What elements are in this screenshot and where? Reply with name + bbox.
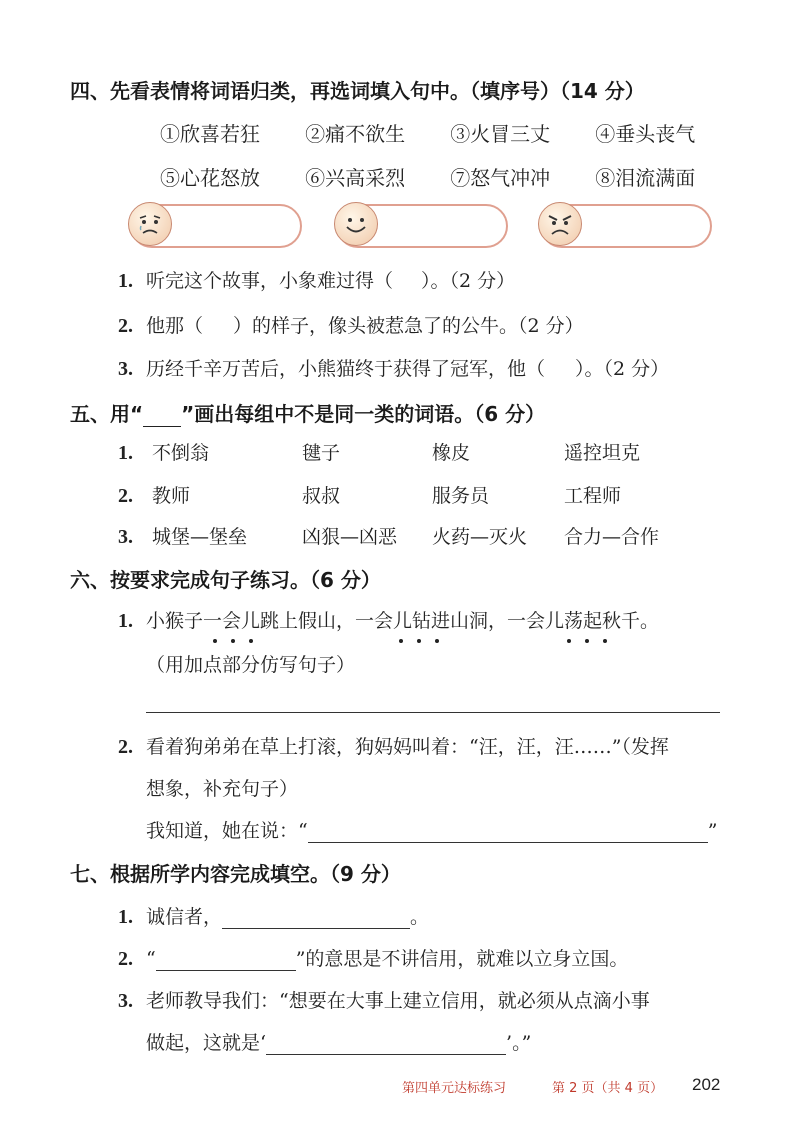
answer-blank[interactable] [203,320,233,338]
section4-question-1 [118,266,515,293]
option: ⑧泪流满面 [595,166,696,190]
section7-question-1 [118,902,429,929]
word[interactable]: 毽子 [302,442,341,464]
emphasis-dots [560,628,614,647]
question-text: 历经千辛万苦后，小熊猫终于获得了冠军，他（ [146,358,546,380]
section6-question-2-line2: 想象，补充句子） [146,778,299,800]
row-number: 1. [118,442,133,464]
question-number: 3. [118,358,133,380]
heading-text: ”画出每组中不是同一类的词语。（6 分） [181,402,546,426]
section7-question-3-line2 [146,1028,531,1055]
question-number: 2. [118,736,133,758]
section4-options-row1 [160,118,735,147]
answer-blank[interactable] [393,275,421,293]
word[interactable]: 橡皮 [432,442,471,464]
underline-sample [143,408,181,427]
page-number: 202 [692,1075,721,1094]
word[interactable]: 服务员 [432,485,490,507]
question-text: ”的意思是不讲信用，就难以立身立国。 [295,948,629,970]
option: ②痛不欲生 [305,122,406,146]
angry-face-icon [538,202,582,246]
answer-blank[interactable] [156,952,296,971]
question-number: 2. [118,948,133,970]
footer-page: 第 2 页（共 4 页） [552,1081,664,1096]
question-text: ）。（2 分） [575,358,670,380]
question-text: “ [146,948,156,970]
word[interactable]: 工程师 [564,485,622,507]
footer-unit: 第四单元达标练习 [402,1081,507,1096]
answer-blank[interactable] [222,910,410,929]
question-text: 小猴子一会儿跳上假山，一会儿钻进山洞，一会儿荡起秋千。 [146,610,660,632]
section7-heading: 七、根据所学内容完成填空。（9 分） [70,862,401,886]
section4-options-row2 [160,162,735,191]
sad-face-icon [128,202,172,246]
word[interactable]: 火药—灭火 [432,526,528,548]
word[interactable]: 城堡—堡垒 [152,526,248,548]
word[interactable]: 叔叔 [302,485,341,507]
question-text: 看着狗弟弟在草上打滚，狗妈妈叫着：“汪，汪，汪……”（发挥 [146,736,669,758]
emphasis-dots [392,628,446,647]
section5-row-1 [118,438,640,465]
answer-blank[interactable] [266,1036,506,1055]
option: ⑤心花怒放 [160,166,260,190]
question-number: 3. [118,990,133,1012]
question-text: 做起，这就是‘ [146,1032,267,1054]
section4-heading: 四、先看表情将词语归类，再选词填入句中。（填序号）（14 分） [70,79,645,103]
section6-heading: 六、按要求完成句子练习。（6 分） [70,568,381,592]
question-text: 诚信者， [146,906,223,928]
question-number: 1. [118,610,133,632]
prompt-text: 我知道，她在说：“ [146,820,308,842]
word[interactable]: 教师 [152,485,191,507]
row-number: 3. [118,526,133,548]
section6-question-2 [118,732,669,759]
section4-question-3 [118,354,669,381]
option: ①欣喜若狂 [160,122,260,146]
question-text: ）的样子，像头被惹急了的公牛。（2 分） [233,315,584,337]
answer-blank[interactable] [308,824,708,843]
heading-text: 五、用“ [70,402,144,426]
answer-blank[interactable] [545,363,575,381]
word[interactable]: 合力—合作 [564,526,660,548]
row-number: 2. [118,485,133,507]
question-text: 他那（ [146,315,204,337]
section6-question-1-hint: （用加点部分仿写句子） [146,654,356,676]
word[interactable]: 不倒翁 [152,442,210,464]
option: ⑦怒气冲冲 [450,166,551,190]
question-text: 。 [410,906,430,928]
smiling-face-icon [334,202,378,246]
question-text: ’。” [506,1032,532,1054]
question-number: 1. [118,270,133,292]
question-text: 老师教导我们：“想要在大事上建立信用，就必须从点滴小事 [146,990,650,1012]
option: ④垂头丧气 [595,122,696,146]
section5-heading [70,398,545,427]
question-number: 1. [118,906,133,928]
prompt-text: ” [707,820,718,842]
section5-row-3 [118,522,659,549]
answer-line[interactable] [146,712,720,713]
emphasis-dots [206,628,260,647]
section5-row-2 [118,481,621,508]
question-text: ）。（2 分） [421,270,516,292]
question-text: 听完这个故事，小象难过得（ [146,270,394,292]
section6-question-2-prompt [146,816,717,843]
word[interactable]: 遥控坦克 [564,442,641,464]
question-number: 2. [118,315,133,337]
section7-question-2 [118,944,628,971]
option: ③火冒三丈 [450,122,551,146]
section7-question-3 [118,986,650,1013]
section4-question-2 [118,311,584,338]
word[interactable]: 凶狠—凶恶 [302,526,398,548]
option: ⑥兴高采烈 [305,166,406,190]
